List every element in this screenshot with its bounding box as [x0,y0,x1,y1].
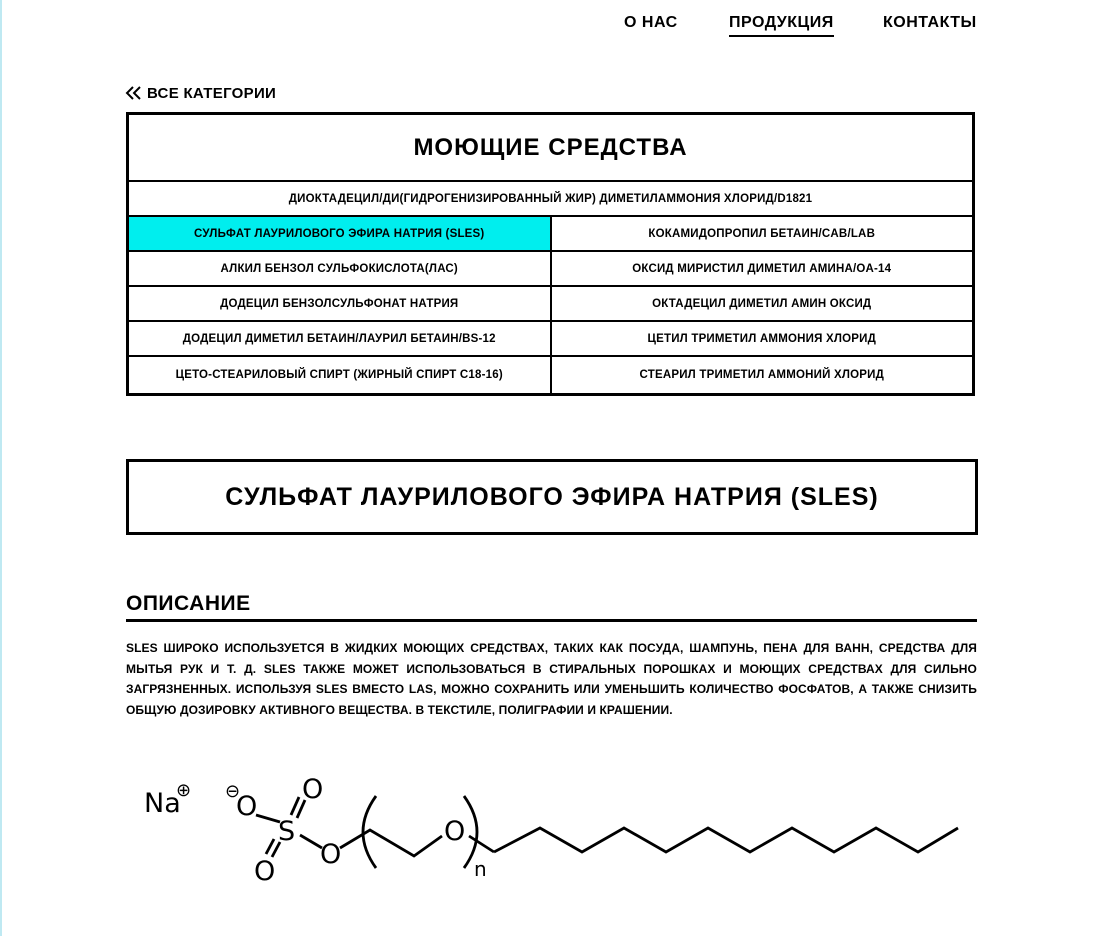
repeat-index: n [474,857,487,881]
category-item[interactable]: ДИОКТАДЕЦИЛ/ДИ(ГИДРОГЕНИЗИРОВАННЫЙ ЖИР) ДИМЕТИЛАММОНИЯ ХЛОРИД/D1821 [129,181,972,216]
oxygen-label: O [302,774,324,805]
category-item[interactable]: КОКАМИДОПРОПИЛ БЕТАИН/CAB/LAB [551,216,973,251]
nav-contacts[interactable]: КОНТАКТЫ [883,14,977,31]
top-nav [2,14,1100,42]
plus-charge: ⊕ [176,780,192,801]
back-label: ВСЕ КАТЕГОРИИ [147,84,277,102]
category-title: МОЮЩИЕ СРЕДСТВА [129,115,972,181]
oxygen-label: O [320,839,342,870]
product-title: СУЛЬФАТ ЛАУРИЛОВОГО ЭФИРА НАТРИЯ (SLES) [126,459,978,535]
double-chevron-left-icon [125,85,143,101]
category-item[interactable]: АЛКИЛ БЕНЗОЛ СУЛЬФОКИСЛОТА(ЛАС) [129,251,551,286]
minus-charge: ⊖ [225,781,241,802]
sles-structural-formula [132,760,972,900]
description-text: SLES ШИРОКО ИСПОЛЬЗУЕТСЯ В ЖИДКИХ МОЮЩИХ СРЕДСТВАХ, ТАКИХ КАК ПОСУДА, ШАМПУНЬ, ПЕНА ДЛЯ ВАНН, СРЕДСТВА ДЛЯ МЫТЬЯ РУК И Т. Д. SLES ТАКЖЕ МОЖЕТ ИСПОЛЬЗОВАТЬСЯ В СТИРАЛЬНЫХ ПОРОШКАХ И МОЮЩИХ СРЕДСТВАХ ДЛЯ СИЛЬНО ЗАГРЯЗНЕННЫХ. ИСПОЛЬЗУЯ SLES ВМЕСТО LAS, МОЖНО СОХРАНИТЬ ИЛИ УМЕНЬШИТЬ КОЛИЧЕСТВО ФОСФАТОВ, А ТАКЖЕ СНИЗИТЬ ОБЩУЮ ДОЗИРОВКУ АКТИВНОГО ВЕЩЕСТВА. В ТЕКСТИЛЕ, ПОЛИГРАФИИ И КРАШЕНИИ. [126,641,977,717]
na-label: Na [144,788,181,819]
category-item[interactable]: ДОДЕЦИЛ ДИМЕТИЛ БЕТАИН/ЛАУРИЛ БЕТАИН/BS-12 [129,321,551,356]
category-item[interactable]: СТЕАРИЛ ТРИМЕТИЛ АММОНИЙ ХЛОРИД [551,356,973,393]
back-to-categories-link[interactable] [125,83,276,103]
oxygen-label: O [236,791,258,822]
nav-about[interactable]: О НАС [624,14,678,31]
category-item[interactable]: ОКТАДЕЦИЛ ДИМЕТИЛ АМИН ОКСИД [551,286,973,321]
category-item[interactable]: ЦЕТИЛ ТРИМЕТИЛ АММОНИЯ ХЛОРИД [551,321,973,356]
category-item-active[interactable]: СУЛЬФАТ ЛАУРИЛОВОГО ЭФИРА НАТРИЯ (SLES) [129,216,551,251]
description-heading: ОПИСАНИЕ [126,592,977,622]
oxygen-label: O [444,816,466,847]
category-item[interactable]: ДОДЕЦИЛ БЕНЗОЛСУЛЬФОНАТ НАТРИЯ [129,286,551,321]
category-table [126,112,975,396]
nav-products[interactable]: ПРОДУКЦИЯ [729,14,834,37]
sulfur-label: S [278,816,296,847]
category-item[interactable]: ОКСИД МИРИСТИЛ ДИМЕТИЛ АМИНА/OA-14 [551,251,973,286]
oxygen-label: O [254,856,276,887]
category-item[interactable]: ЦЕТО-СТЕАРИЛОВЫЙ СПИРТ (ЖИРНЫЙ СПИРТ C18-16) [129,356,551,393]
